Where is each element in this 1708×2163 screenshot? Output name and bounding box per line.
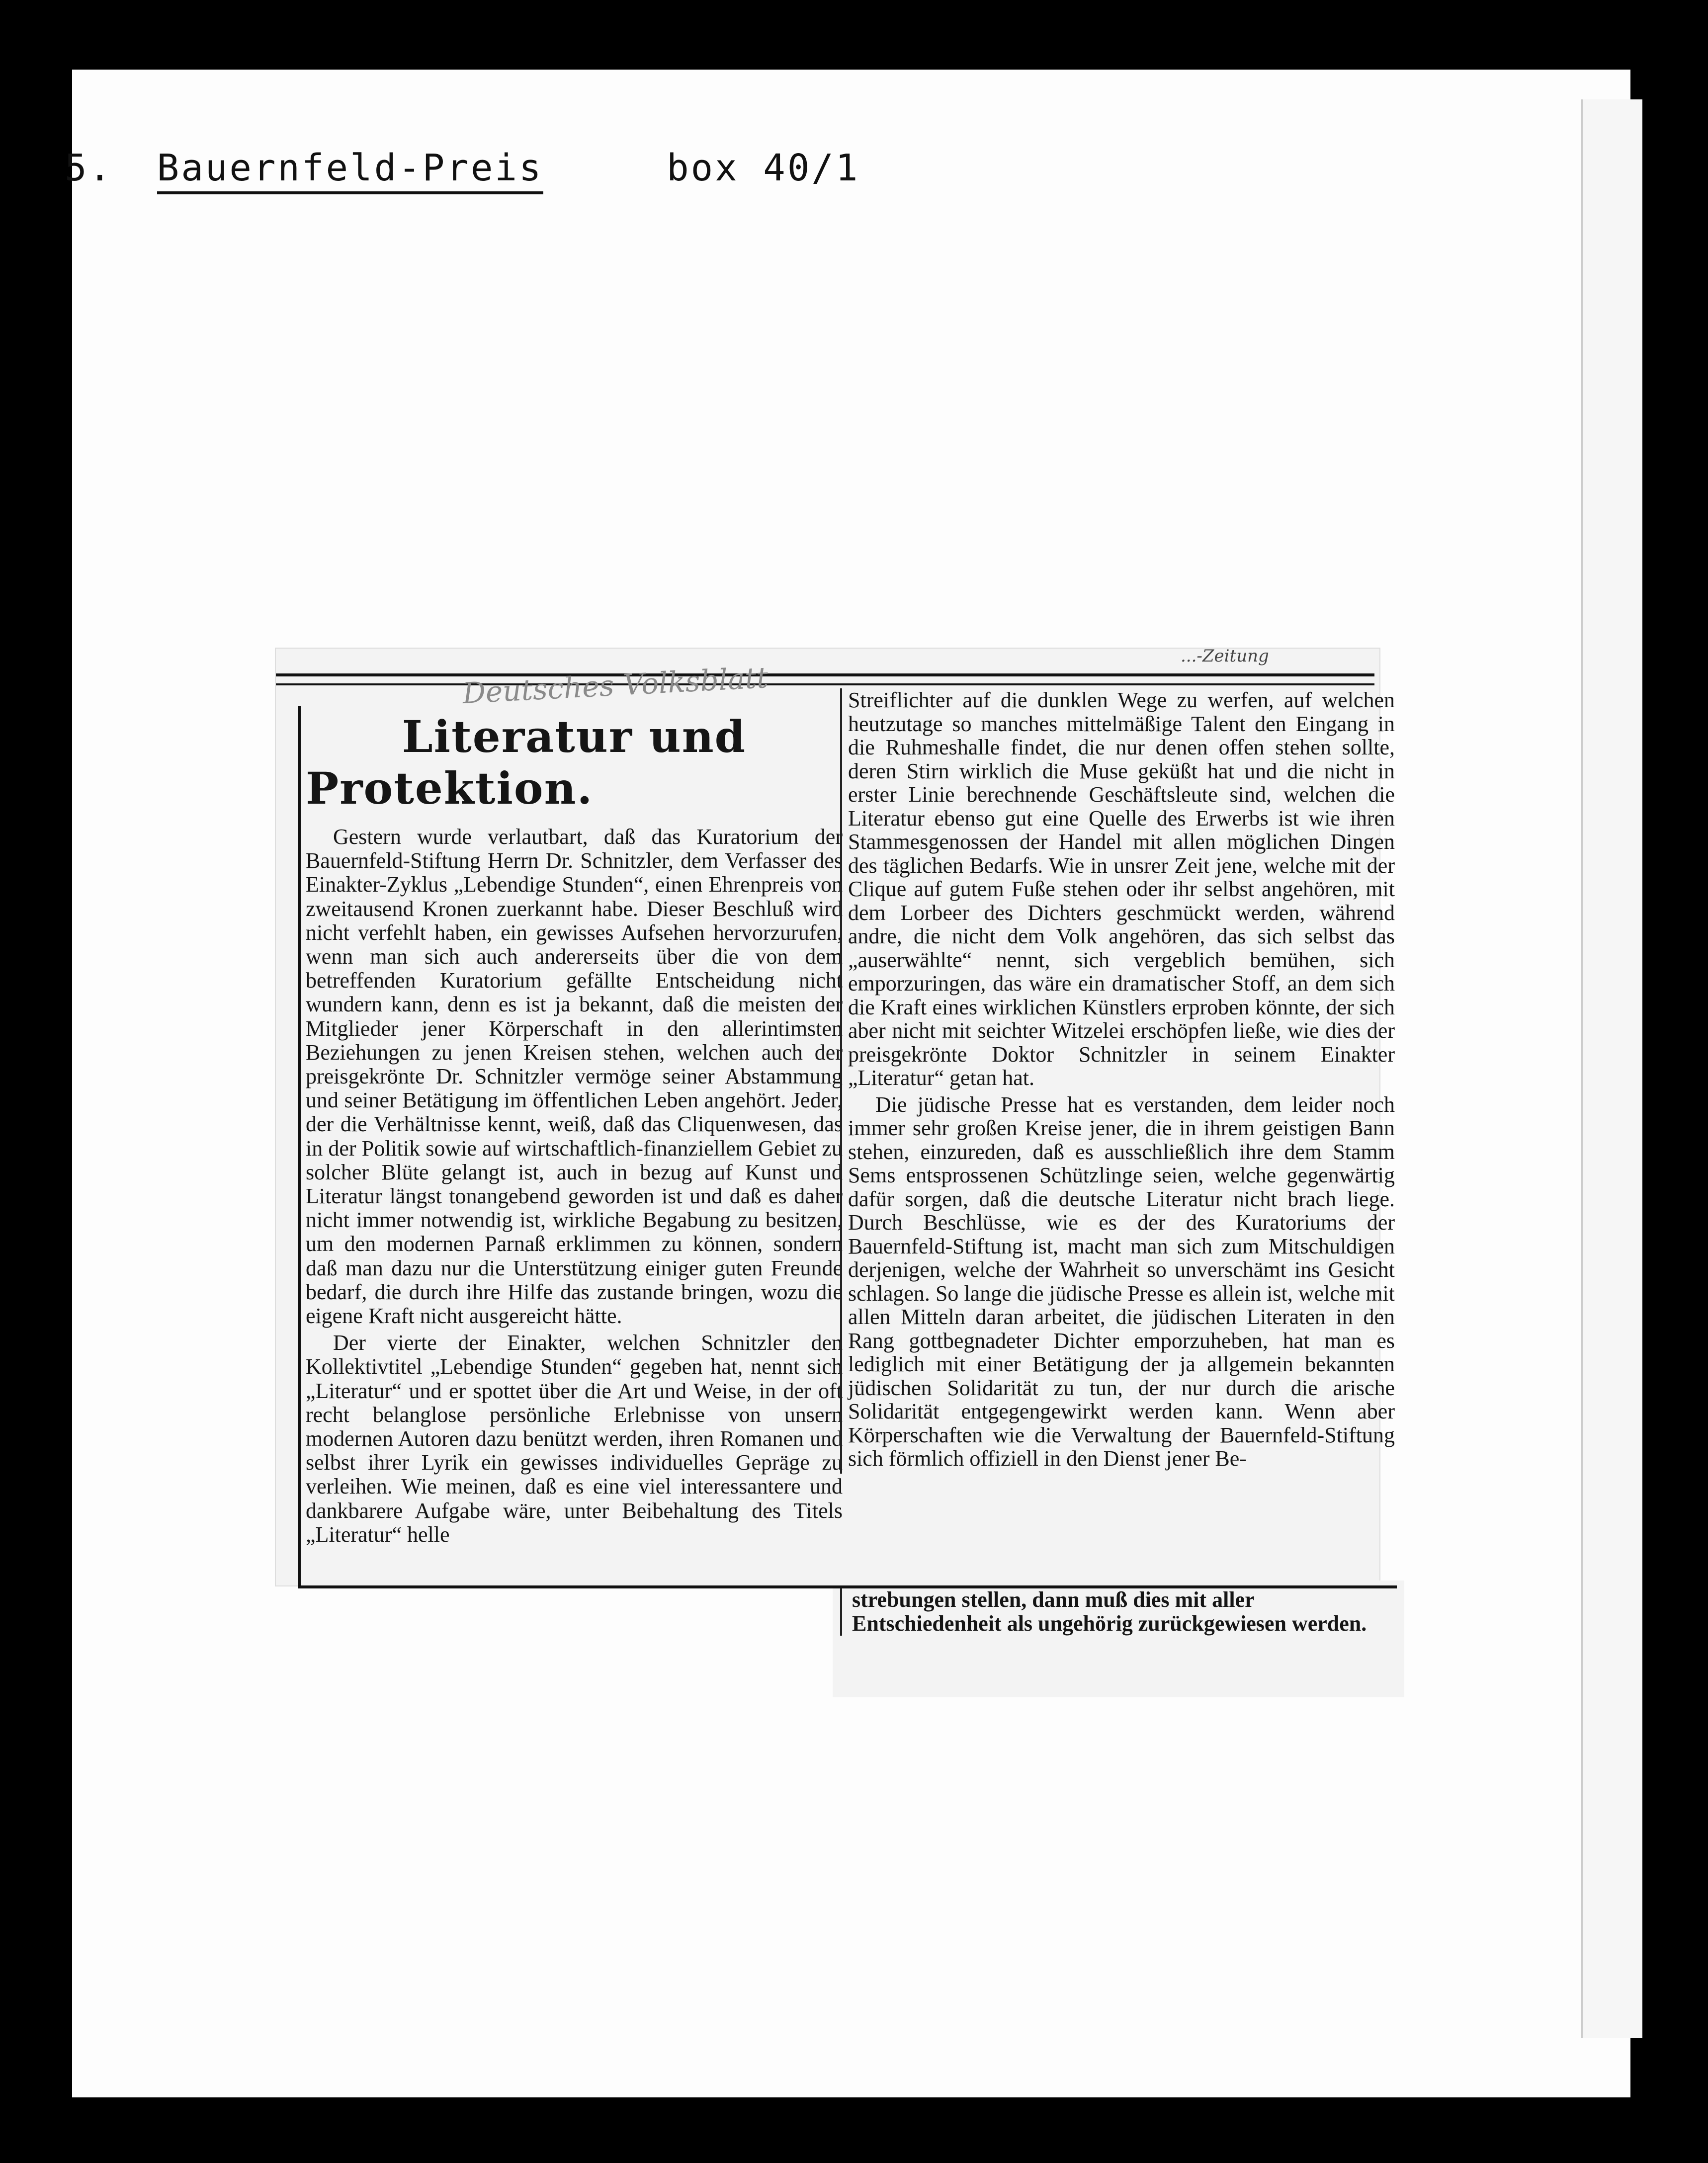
handwritten-note: Deutsches Volksblatt xyxy=(461,660,769,711)
article-title: Literatur und Protektion. xyxy=(306,711,747,814)
paragraph: Der vierte der Einakter, welchen Schnitzler den Kollektivtitel „Lebendige Stunden“ gegeben hat, nennt sich „Literatur“ und er spottet über die Art und Weise, in der oft recht belanglose persönliche Erlebnisse von unsern modernen Autoren dazu benützt werden, ihren Romanen und selbst ihrer Lyrik ein gewisses individuelles Gepräge zu verleihen. Wie meinen, daß es eine viel interessantere und dankbarere Aufgabe wäre, unter Beibehaltung des Titels „Literatur“ helle xyxy=(306,1331,843,1547)
left-column xyxy=(298,706,843,1585)
top-rule xyxy=(276,673,1374,685)
right-column xyxy=(840,688,1395,1474)
sheet-edge xyxy=(1581,99,1642,2038)
paragraph: Die jüdische Presse hat es verstanden, dem leider noch immer sehr großen Kreise jener, die in ihrem geistigen Bann stehen, einzureden, daß es ausschließlich ihre dem Stamm Sems entsprossenen Schützlinge seien, welche gegenwärtig dafür sorgen, daß die deutsche Literatur nicht brach liege. Durch Beschlüsse, wie es der des Kuratoriums der Bauernfeld-Stiftung ist, macht man sich zum Mitschuldigen derjenigen, welche der Wahrheit so unverschämt ins Gesicht schlagen. So lange die jüdische Presse es allein ist, welche mit allen Mitteln daran arbeitet, die jüdischen Literaten in den Rang gottbegnadeter Dichter emporzuheben, hat man es lediglich mit einer Betätigung der ja allgemein bekannten jüdischen Solidarität zu tun, der nur durch die arische Solidarität entgegengewirkt werden kann. Wenn aber Körperschaften wie die Verwaltung der Bauernfeld-Stiftung sich förmlich offiziell in den Dienst jener Be- xyxy=(848,1092,1395,1471)
newspaper-masthead: ...-Zeitung xyxy=(1181,646,1269,666)
paragraph: Streiflichter auf die dunklen Wege zu werfen, auf welchen heutzutage so manches mittelmäßige Talent den Eingang in die Ruhmeshalle findet, die nur denen offen stehen sollte, deren Stirn wirklich die Muse geküßt hat und die nicht in erster Linie berechnende Geschäftsleute sind, welchen die Literatur ebenso gut eine Quelle des Erwerbs ist wie ihren Stammesgenossen der Handel mit allen möglichen Dingen des täglichen Bedarfs. Wie in unsrer Zeit jene, welche mit der Clique auf gutem Fuße stehen oder ihr selbst angehören, mit dem Lorbeer des Dichters geschmückt werden, während andre, die nicht dem Volk angehören, das sich selbst das „auserwählte“ nennt, sich vergeblich bemühen, sich emporzuringen, das wäre ein dramatischer Stoff, an dem sich die Kraft eines wirklichen Künstlers erproben könnte, der sich aber nicht mit seichter Witzelei erschöpfen ließe, wie dies der preisgekrönte Doktor Schnitzler in seinem Einakter „Literatur“ getan hat. xyxy=(848,688,1395,1090)
article-continuation: strebungen stellen, dann muß dies mit aller Entschiedenheit als ungehörig zurückgewiesen werden. xyxy=(840,1588,1399,1636)
archive-header xyxy=(65,147,859,189)
collection-title: Bauernfeld-Preis xyxy=(157,147,543,194)
paragraph: Gestern wurde verlautbart, daß das Kuratorium der Bauernfeld-Stiftung Herrn Dr. Schnitzler, dem Verfasser des Einakter-Zyklus „Lebendige Stunden“, einen Ehrenpreis von zweitausend Kronen zuerkannt habe. Dieser Beschluß wird nicht verfehlt haben, ein gewisses Aufsehen hervorzurufen, wenn man sich auch andererseits über die von dem betreffenden Kuratorium gefällte Entscheidung nicht wundern kann, denn es ist ja bekannt, daß die meisten der Mitglieder jener Körperschaft in den allerintimsten Beziehungen zu jenen Kreisen stehen, welchen auch der preisgekrönte Dr. Schnitzler vermöge seiner Abstammung und seiner Betätigung im öffentlichen Leben angehört. Jeder, der die Verhältnisse kennt, weiß, daß das Cliquenwesen, das in der Politik sowie auf wirtschaftlich-finanziellem Gebiet zu solcher Blüte gelangt ist, auch in bezug auf Kunst und Literatur längst tonangebend geworden ist und daß es daher nicht immer notwendig ist, wirkliche Begabung zu besitzen, um den modernen Parnaß erklimmen zu können, sondern daß man dazu nur die Unterstützung einiger guten Freunde bedarf, die durch ihre Hilfe das zustande bringen, wozu die eigene Kraft nicht ausgereicht hätte. xyxy=(306,825,843,1329)
folder-number: 5. xyxy=(65,147,113,189)
box-label: box 40/1 xyxy=(667,147,860,189)
